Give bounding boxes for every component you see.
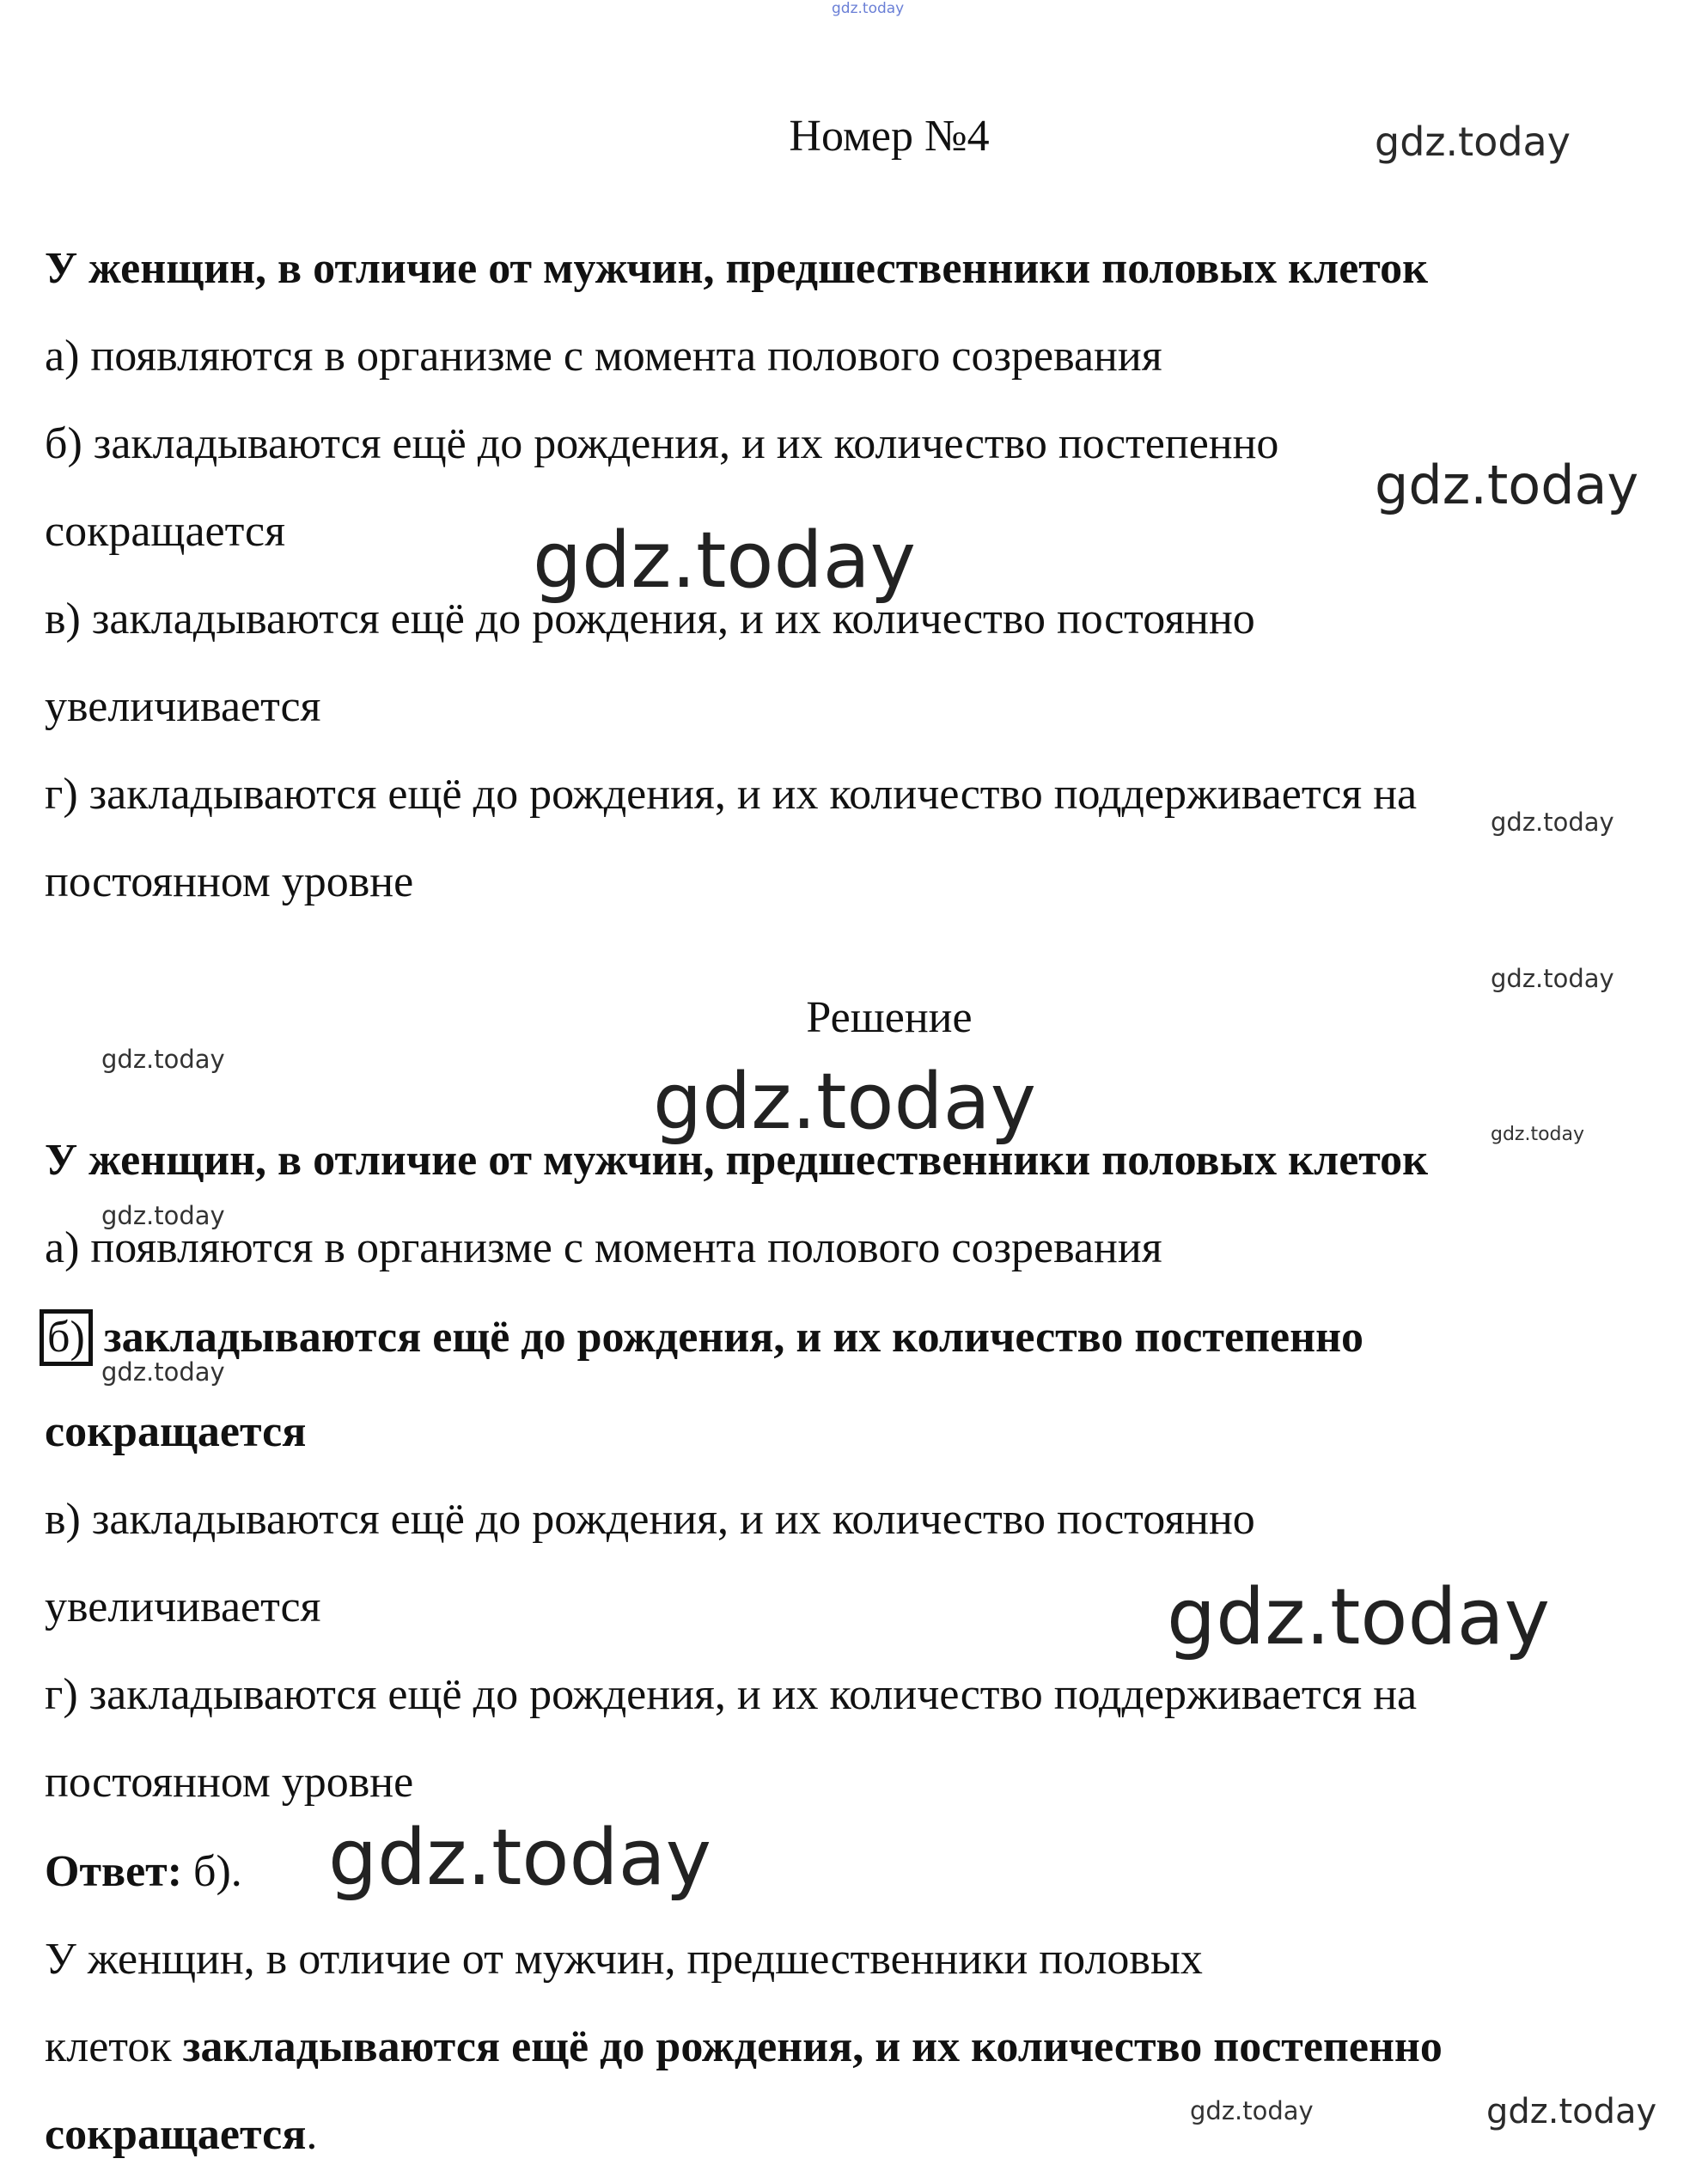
solution-option-d-line2: постоянном уровне [45,1758,414,1807]
watermark-bottom-right: gdz.today [1486,2092,1657,2131]
question-option-d-line2: постоянном уровне [45,857,414,906]
watermark-solution-center: gdz.today [653,1057,1037,1147]
explanation-prefix: клеток [45,2022,183,2071]
watermark-stem-right: gdz.today [1491,1124,1585,1145]
explanation-line3 [45,2108,317,2162]
solution-option-c-line2: увеличивается [45,1582,321,1631]
watermark-answer: gdz.today [328,1813,712,1903]
question-stem: У женщин, в отличие от мужчин, предшественники половых клеток [45,244,1429,293]
watermark-top: gdz.today [832,0,905,17]
solution-option-b-line1 [45,1309,1363,1366]
answer-line [45,1845,242,1899]
explanation-suffix: . [306,2110,318,2159]
explanation-bold-1: закладываются ещё до рождения, и их количество постепенно [182,2022,1443,2071]
solution-option-c-line1: в) закладываются ещё до рождения, и их количество постоянно [45,1495,1255,1544]
question-option-c-line2: увеличивается [45,682,321,731]
question-option-d-line1: г) закладываются ещё до рождения, и их количество поддерживается на [45,770,1418,819]
page-title: Номер №4 [789,112,990,161]
watermark-header: gdz.today [1375,119,1571,165]
watermark-option-c: gdz.today [1167,1572,1551,1662]
solution-heading: Решение [806,993,973,1042]
explanation-line1: У женщин, в отличие от мужчин, предшественники половых [45,1935,1203,1984]
solution-stem: У женщин, в отличие от мужчин, предшественники половых клеток [45,1136,1429,1185]
watermark-solution-right: gdz.today [1491,964,1614,993]
solution-option-d-line1: г) закладываются ещё до рождения, и их количество поддерживается на [45,1670,1418,1719]
question-option-c-line1: в) закладываются ещё до рождения, и их количество постоянно [45,595,1255,643]
watermark-question-small: gdz.today [1491,808,1614,837]
watermark-stem-left: gdz.today [101,1201,225,1230]
question-option-b-line1: б) закладываются ещё до рождения, и их количество постепенно [45,419,1279,468]
answer-label: Ответ: [45,1847,183,1896]
answer-value: б). [193,1847,242,1896]
solution-option-a: а) появляются в организме с момента полового созревания [45,1223,1162,1272]
question-option-a: а) появляются в организме с момента полового созревания [45,332,1162,381]
explanation-line2 [45,2021,1443,2074]
watermark-question-right: gdz.today [1375,454,1639,516]
solution-option-b-line2: сокращается [45,1407,307,1456]
watermark-bottom-center: gdz.today [1190,2096,1314,2125]
watermark-question-center: gdz.today [533,515,917,606]
explanation-bold-2: сокращается [45,2110,307,2159]
correct-answer-box: б) [40,1309,93,1366]
solution-option-b-text: закладываются ещё до рождения, и их количество постепенно [103,1313,1364,1362]
question-option-b-line2: сокращается [45,507,285,556]
watermark-solution-left: gdz.today [101,1045,225,1074]
watermark-option-b: gdz.today [101,1357,225,1387]
